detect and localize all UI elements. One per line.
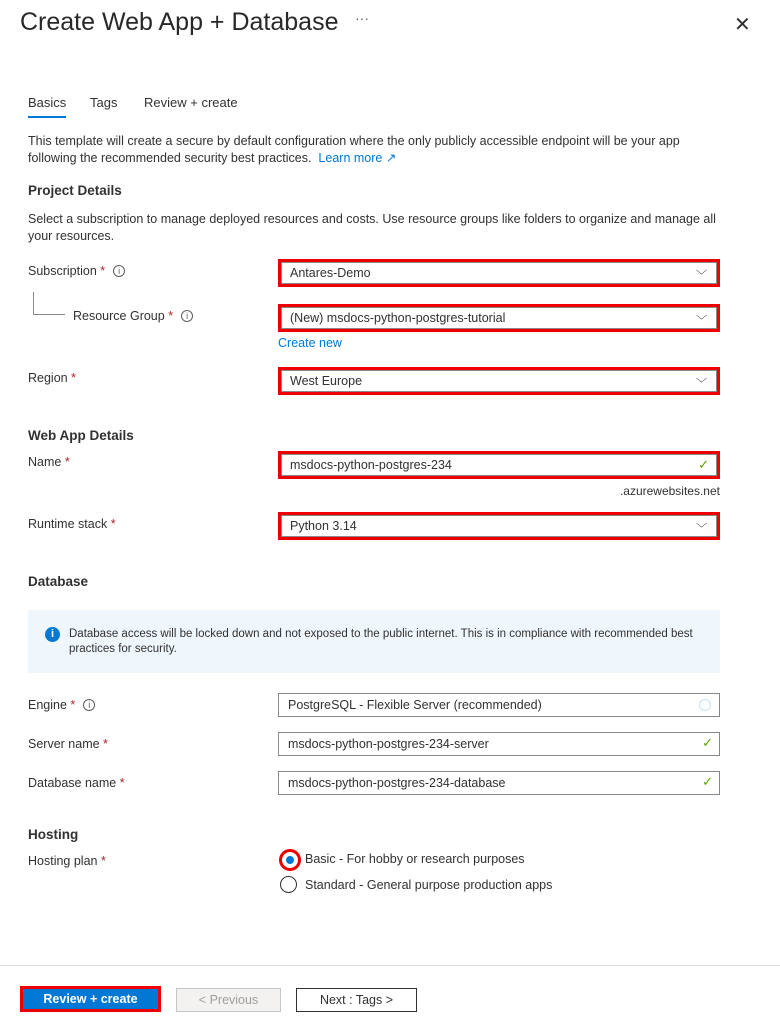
rg-value: (New) msdocs-python-postgres-tutorial [290, 311, 506, 325]
runtime-label: Runtime stack * [28, 517, 116, 531]
name-input[interactable] [278, 451, 720, 479]
tab-basics[interactable]: Basics [28, 95, 67, 110]
subscription-label-text: Subscription [28, 264, 97, 278]
runtime-label-text: Runtime stack [28, 517, 108, 531]
radio-basic[interactable] [279, 849, 301, 871]
engine-field[interactable] [278, 693, 720, 717]
info-icon[interactable]: i [181, 310, 193, 322]
radio-basic-label[interactable]: Basic - For hobby or research purposes [305, 852, 525, 866]
subscription-value: Antares-Demo [290, 266, 371, 280]
server-name-input[interactable] [278, 732, 720, 756]
active-tab-indicator [28, 116, 66, 118]
next-tags-button[interactable]: Next : Tags > [296, 988, 417, 1012]
region-label: Region * [28, 371, 76, 385]
database-name-label: Database name * [28, 776, 125, 790]
info-icon[interactable]: i [83, 699, 95, 711]
hosting-plan-label: Hosting plan * [28, 854, 106, 868]
chevron-down-icon: ﹀ [696, 270, 707, 282]
tab-review-create[interactable]: Review + create [144, 95, 238, 110]
tab-tags[interactable]: Tags [90, 95, 118, 110]
name-value: msdocs-python-postgres-234 [290, 458, 452, 472]
footer-divider [0, 965, 780, 966]
info-icon[interactable]: i [113, 265, 125, 277]
region-label-text: Region [28, 371, 68, 385]
db-value: msdocs-python-postgres-234-database [288, 776, 506, 790]
server-name-label: Server name * [28, 737, 108, 751]
engine-label-text: Engine [28, 698, 67, 712]
checkmark-icon: ✓ [702, 735, 713, 750]
create-new-link[interactable]: Create new [278, 336, 342, 350]
subscription-dropdown[interactable] [278, 259, 720, 287]
domain-suffix: .azurewebsites.net [619, 484, 720, 498]
page-title: Create Web App + Database [20, 8, 339, 36]
info-icon: i [45, 627, 60, 642]
info-banner [28, 610, 720, 673]
radio-standard[interactable] [280, 876, 297, 893]
project-description: Select a subscription to manage deployed resources and costs. Use resource groups like folders to organize and manage all your resources. [28, 212, 716, 243]
subscription-label: Subscription * i [28, 264, 125, 278]
chevron-down-icon: ﹀ [696, 378, 707, 390]
banner-text: Database access will be locked down and not exposed to the public internet. This is in compliance with recommended best practices for security. [69, 628, 693, 655]
checkmark-icon: ✓ [698, 457, 709, 472]
previous-button[interactable]: < Previous [176, 988, 281, 1012]
close-icon[interactable]: ✕ [734, 14, 751, 36]
review-create-button[interactable]: Review + create [20, 986, 161, 1012]
runtime-stack-dropdown[interactable] [278, 512, 720, 540]
engine-label: Engine * i [28, 698, 95, 712]
runtime-value: Python 3.14 [290, 519, 357, 533]
name-label-text: Name [28, 455, 62, 469]
checkmark-icon: ✓ [702, 774, 713, 789]
project-details-heading: Project Details [28, 183, 122, 198]
hosting-heading: Hosting [28, 827, 79, 842]
more-options-icon[interactable]: ··· [355, 10, 369, 26]
db-label-text: Database name [28, 776, 117, 790]
tree-line [33, 292, 34, 314]
tree-line [33, 314, 65, 315]
server-label-text: Server name [28, 737, 100, 751]
chevron-down-icon: ﹀ [696, 315, 707, 327]
intro-text [28, 133, 728, 167]
radio-standard-label[interactable]: Standard - General purpose production apps [305, 878, 553, 892]
region-value: West Europe [290, 374, 363, 388]
database-name-input[interactable] [278, 771, 720, 795]
server-value: msdocs-python-postgres-234-server [288, 737, 489, 751]
engine-value: PostgreSQL - Flexible Server (recommended) [288, 698, 542, 712]
intro-description: This template will create a secure by default configuration where the only publicly accessible endpoint will be your app following the recommended security best practices. [28, 134, 680, 165]
database-heading: Database [28, 574, 89, 589]
loading-spinner-icon [699, 699, 711, 711]
resource-group-dropdown[interactable] [278, 304, 720, 332]
resource-group-label: Resource Group * i [73, 309, 193, 323]
external-link-icon: ↗ [385, 151, 397, 165]
learn-more-link[interactable]: Learn more [318, 151, 383, 165]
chevron-down-icon: ﹀ [696, 523, 707, 535]
hosting-plan-label-text: Hosting plan [28, 854, 98, 868]
name-label: Name * [28, 455, 70, 469]
region-dropdown[interactable] [278, 367, 720, 395]
web-app-details-heading: Web App Details [28, 428, 134, 443]
rg-label-text: Resource Group [73, 309, 165, 323]
